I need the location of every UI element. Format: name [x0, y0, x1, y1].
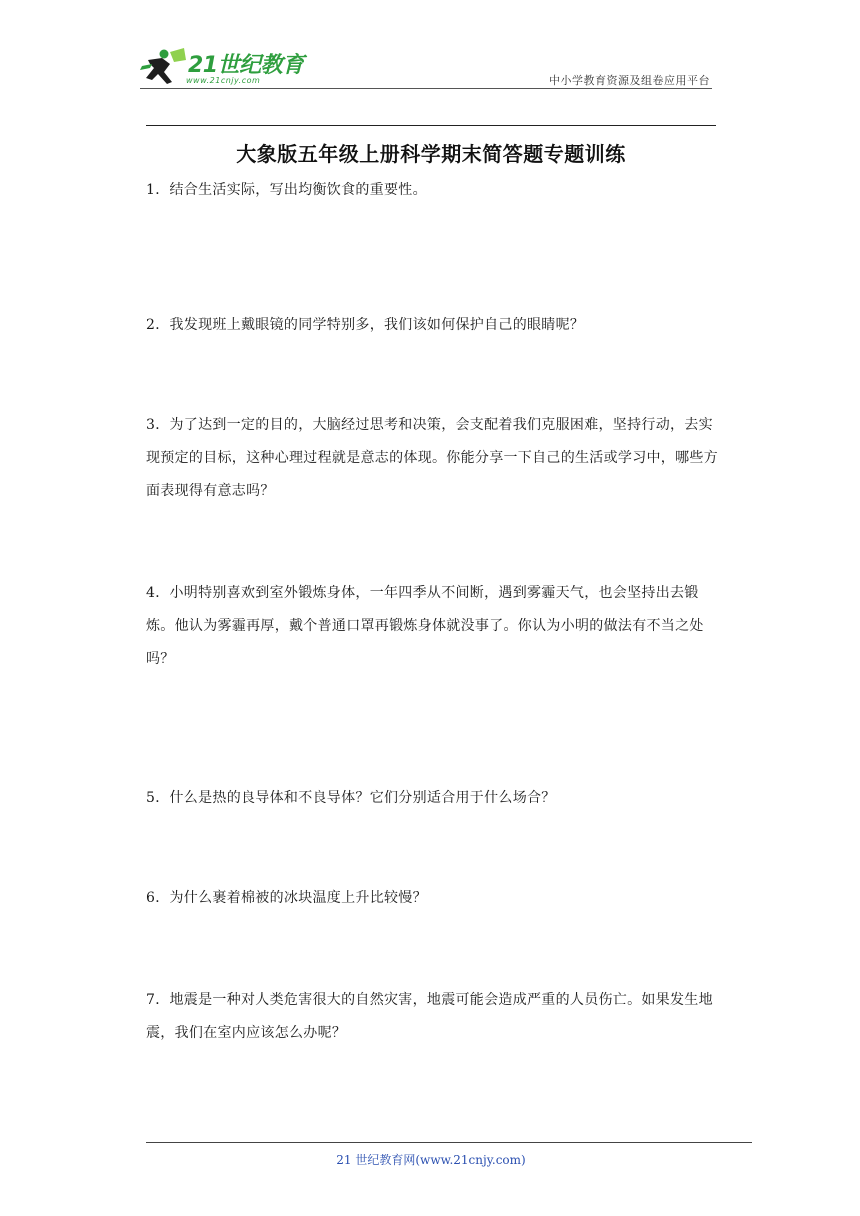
footer-divider: [146, 1142, 752, 1143]
title-divider: [146, 125, 716, 126]
page-header: [140, 40, 712, 90]
question-4: 4．小明特别喜欢到室外锻炼身体，一年四季从不间断，遇到雾霾天气，也会坚持出去锻炼。他认为雾霾再厚，戴个普通口罩再锻炼身体就没事了。你认为小明的做法有不当之处吗？: [146, 585, 704, 667]
page-title: 大象版五年级上册科学期末简答题专题训练: [236, 142, 626, 166]
question-6: 6．为什么裹着棉被的冰块温度上升比较慢？: [146, 890, 427, 906]
question-3: 3．为了达到一定的目的，大脑经过思考和决策，会支配着我们克服困难，坚持行动，去实现预定的目标，这种心理过程就是意志的体现。你能分享一下自己的生活或学习中，哪些方面表现得有意志吗？: [146, 417, 718, 499]
platform-tagline: 中小学教育资源及组卷应用平台: [549, 74, 710, 87]
logo-main-text: 21世纪教育: [188, 53, 304, 78]
question-5: 5．什么是热的良导体和不良导体？它们分别适合用于什么场合？: [146, 790, 556, 806]
logo-url-text: www.21cnjy.com: [186, 76, 261, 85]
footer-link[interactable]: 21 世纪教育网(www.21cnjy.com): [336, 1153, 526, 1167]
header-divider: [140, 88, 712, 89]
question-1: 1．结合生活实际，写出均衡饮食的重要性。: [146, 182, 427, 198]
site-logo[interactable]: [140, 44, 320, 90]
question-2: 2．我发现班上戴眼镜的同学特别多，我们该如何保护自己的眼睛呢？: [146, 317, 585, 333]
question-7: 7．地震是一种对人类危害很大的自然灾害，地震可能会造成严重的人员伤亡。如果发生地震，我们在室内应该怎么办呢？: [146, 992, 713, 1041]
